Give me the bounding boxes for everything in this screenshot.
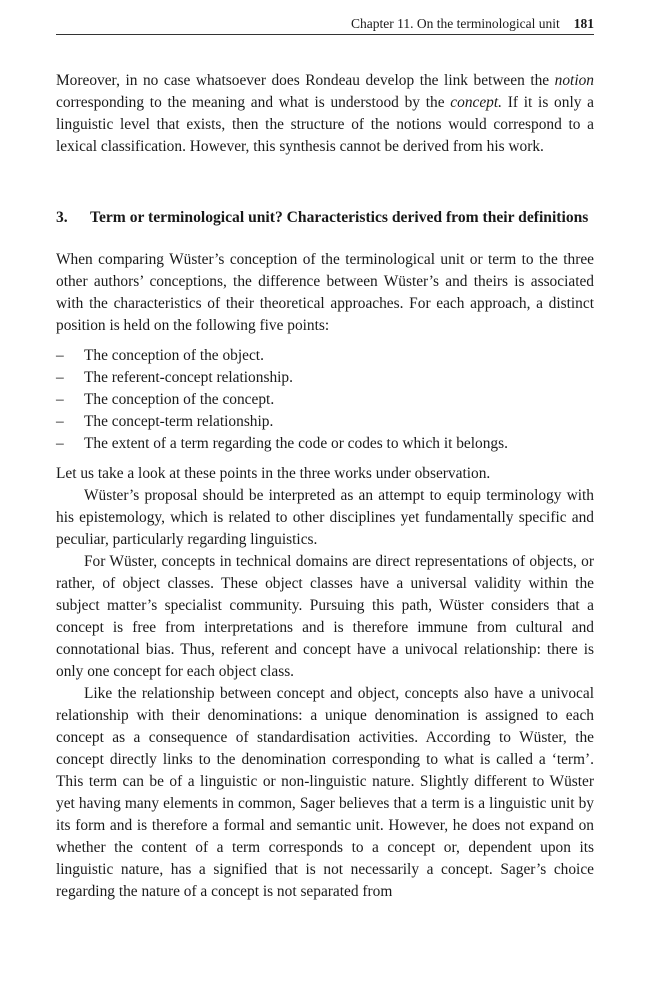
list-item: – The concept-term relationship.: [56, 411, 594, 433]
five-points-list: [56, 345, 594, 455]
para1-emphasis-concept: concept.: [450, 94, 502, 111]
list-item: – The referent-concept relationship.: [56, 367, 594, 389]
section-number: 3.: [56, 209, 68, 226]
page-number: 181: [573, 16, 594, 31]
dash-bullet: –: [56, 413, 64, 430]
paragraph-comparison: When comparing Wüster’s conception of the terminological unit or term to the three other authors’ conceptions, the difference between Wüster’s and theirs is associated with the characteristics of their theoretical approaches. For each approach, a distinct position is held on the following five points:: [56, 251, 594, 334]
dash-bullet: –: [56, 369, 64, 386]
running-header: [56, 14, 594, 35]
paragraph-wuster-concepts: For Wüster, concepts in technical domains are direct representations of objects, or rather, of object classes. These object classes have a universal validity within the subject matter’s specialist community. Pursuing this path, Wüster considers that a concept is free from interpretations and is therefore immune from cultural and connotational bias. Thus, referent and concept have a univocal relationship: there is only one concept for each object class.: [56, 553, 594, 680]
dash-bullet: –: [56, 391, 64, 408]
paragraph-denominations: Like the relationship between concept and object, concepts also have a univocal relationship with their denominations: a unique denomination is assigned to each concept as a consequence of standardisation activities. According to Wüster, the concept directly links to the denomination corresponding to what is called a ‘term’. This term can be of a linguistic or non-linguistic nature. Slightly different to Wüster yet having many elements in common, Sager believes that a term is a linguistic unit by its form and is therefore a formal and semantic unit. However, he does not expand on whether the content of a term corresponds to a concept or, dependent upon its linguistic nature, has a signified that is not necessarily a concept. Sager’s choice regarding the nature of a concept is not separated from: [56, 685, 594, 900]
list-item: – The conception of the concept.: [56, 389, 594, 411]
section-heading: [56, 206, 594, 229]
section-title: Term or terminological unit? Characteristics derived from their definitions: [90, 209, 589, 226]
para1-text-c: If it is only a linguistic level that exists, then the structure of the notions would correspond to a lexical classification. However, this synthesis cannot be derived from his work.: [56, 94, 594, 155]
paragraph-wuster-proposal: Wüster’s proposal should be interpreted as an attempt to equip terminology with his epistemology, which is related to other disciplines yet fundamentally specific and peculiar, particularly regarding linguistics.: [56, 487, 594, 548]
list-item: – The conception of the object.: [56, 345, 594, 367]
dash-bullet: –: [56, 435, 64, 452]
list-item: – The extent of a term regarding the code or codes to which it belongs.: [56, 433, 594, 455]
dash-bullet: –: [56, 347, 64, 364]
body-text: [56, 70, 594, 903]
para1-text-b: corresponding to the meaning and what is understood by the: [56, 94, 451, 111]
paragraph-observation: Let us take a look at these points in the three works under observation.: [56, 465, 491, 482]
chapter-title: Chapter 11. On the terminological unit: [351, 16, 560, 31]
para1-emphasis-notion: notion: [554, 72, 594, 89]
paragraph-rondeau: [56, 70, 594, 158]
para1-text-a: Moreover, in no case whatsoever does Rondeau develop the link between the: [56, 72, 555, 89]
